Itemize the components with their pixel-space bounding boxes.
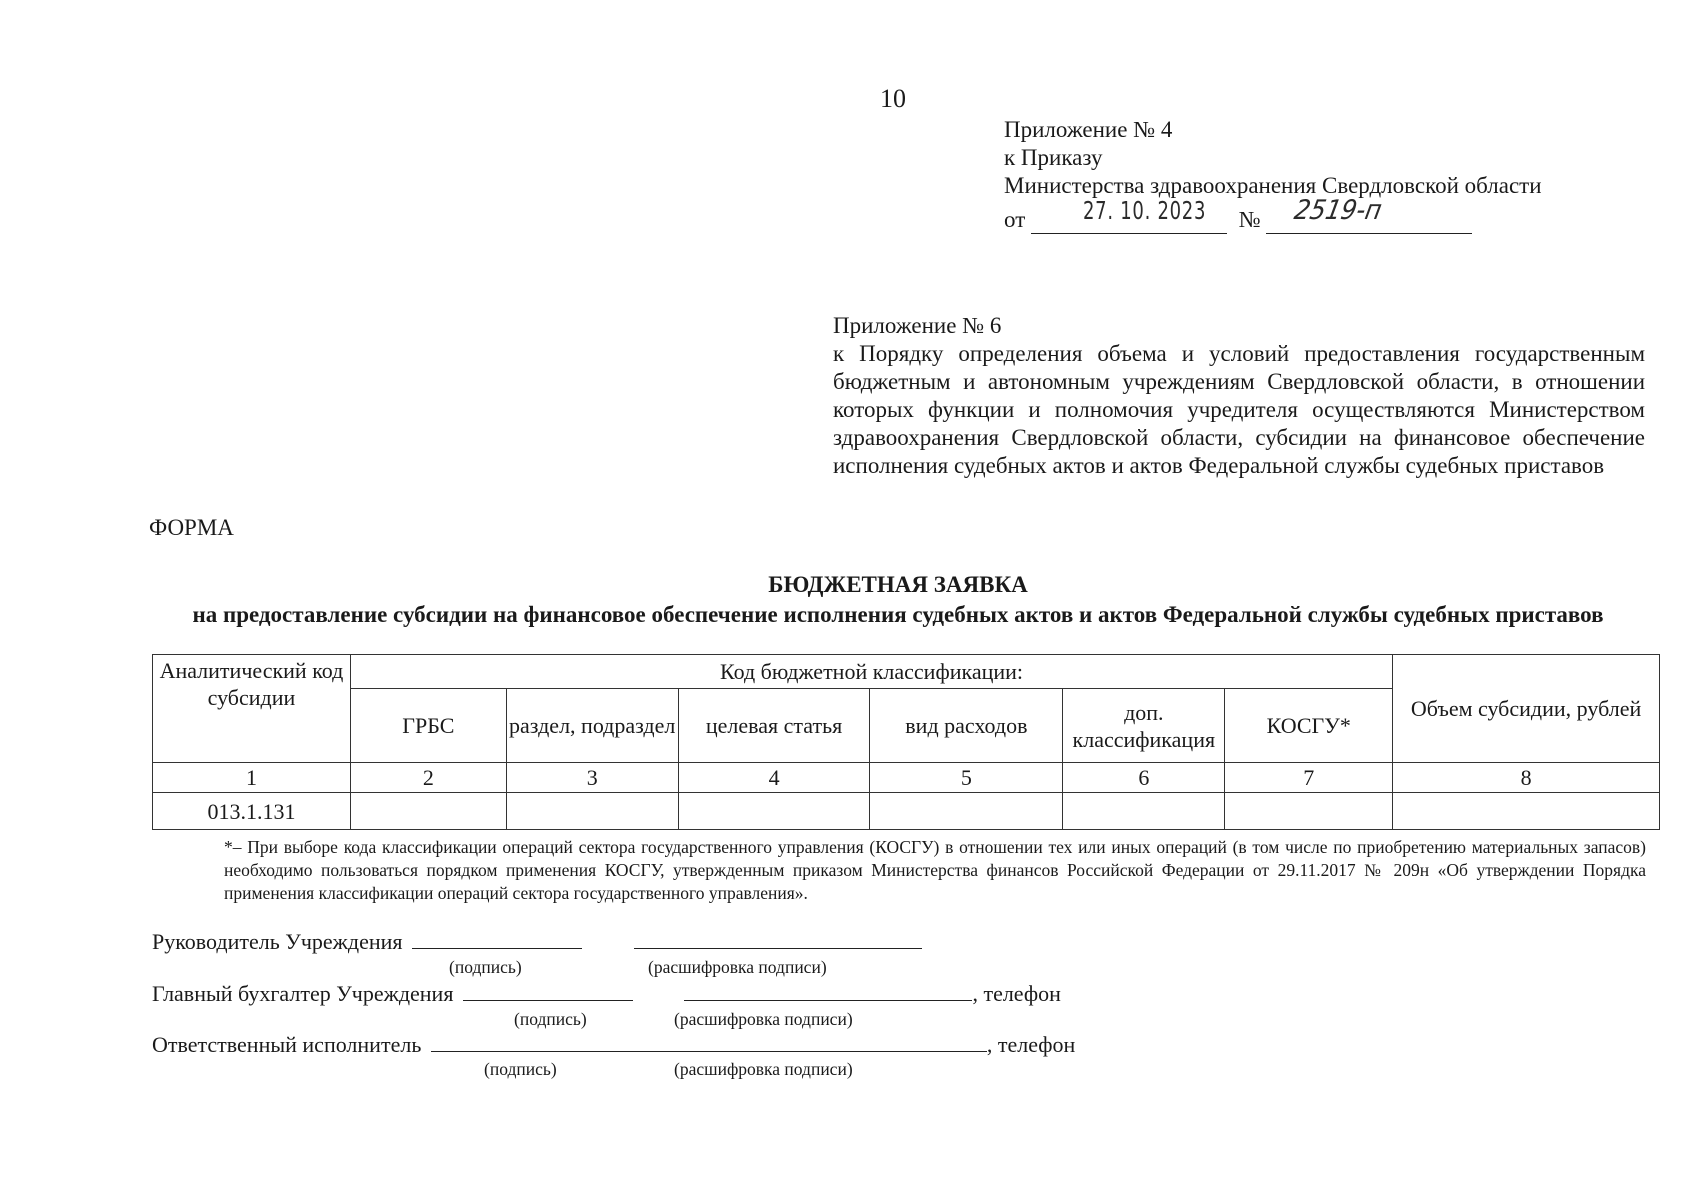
table-cell (678, 793, 870, 830)
header-expense-type: вид расходов (870, 689, 1063, 763)
accountant-decode-caption: (расшифровка подписи) (674, 1009, 853, 1029)
table-cell (870, 793, 1063, 830)
column-number: 2 (350, 763, 506, 793)
table-number-row (153, 763, 1660, 793)
table-cell (350, 793, 506, 830)
table-cell (1225, 793, 1393, 830)
column-number: 8 (1393, 763, 1660, 793)
appendix-4-block (1004, 116, 1542, 246)
document-title: БЮДЖЕТНАЯ ЗАЯВКА (768, 572, 1028, 597)
executor-decode-caption: (расшифровка подписи) (674, 1059, 853, 1079)
appendix-4-order: к Приказу (1004, 145, 1103, 170)
header-subsidy-volume: Объем субсидии, рублей (1393, 655, 1660, 763)
header-grbs: ГРБС (350, 689, 506, 763)
page-number: 10 (880, 84, 906, 113)
column-number: 3 (506, 763, 678, 793)
document-title-block (150, 570, 1646, 630)
header-kbk: Код бюджетной классификации: (350, 655, 1392, 689)
executor-sign-field (431, 1031, 987, 1052)
header-section: раздел, подраздел (506, 689, 678, 763)
number-field (1266, 195, 1472, 234)
accountant-label: Главный бухгалтер Учреждения (152, 981, 454, 1006)
column-number: 6 (1063, 763, 1225, 793)
date-field (1031, 196, 1227, 234)
appendix-6-title: Приложение № 6 (833, 313, 1002, 338)
form-label: ФОРМА (149, 515, 234, 540)
appendix-6-text: к Порядку определения объема и условий предоставления государственным бюджетным и автономным учреждениям Свердловской области, в отношении которых функции и полномочия учредителя осуществляются Министерством здравоохранения Свердловской области, субсидии на финансовое обеспечение исполнения судебных актов и актов Федеральной службы судебных приставов (833, 341, 1645, 478)
accountant-signature-line (152, 980, 1061, 1007)
header-extra-classification: доп. классификация (1063, 689, 1225, 763)
accountant-decode-field (684, 980, 972, 1001)
column-number: 7 (1225, 763, 1393, 793)
footnote-text: *– При выборе кода классификации операций сектора государственного управления (КОСГУ) в отношении тех или иных операций (в том числе по приобретению материальных запасов) необходимо пользоваться порядком применения КОСГУ, утвержденным приказом Министерства финансов Российской Федерации от 29.11.2017 № 209н «Об утверждении Порядка применения классификации операций сектора государственного управления». (224, 837, 1646, 903)
column-number: 4 (678, 763, 870, 793)
handwritten-number: 2519-п (1292, 195, 1385, 226)
budget-request-table (152, 654, 1660, 830)
footnote (152, 836, 1646, 905)
accountant-phone-label: , телефон (972, 981, 1061, 1006)
accountant-sign-field (463, 980, 633, 1001)
document-subtitle: на предоставление субсидии на финансовое обеспечение исполнения судебных актов и актов Федеральной службы судебных приставов (192, 602, 1604, 627)
table-row (153, 793, 1660, 830)
column-number: 1 (153, 763, 351, 793)
accountant-sign-caption: (подпись) (514, 1009, 587, 1029)
executor-sign-caption: (подпись) (484, 1059, 557, 1079)
executor-signature-line (152, 1031, 1075, 1058)
table-cell (506, 793, 678, 830)
appendix-6-block (833, 312, 1645, 480)
head-decode-caption: (расшифровка подписи) (648, 957, 827, 977)
from-label: от (1004, 207, 1026, 232)
executor-label: Ответственный исполнитель (152, 1032, 422, 1057)
header-analytic-code: Аналитический код субсидии (153, 655, 351, 763)
table-cell (1393, 793, 1660, 830)
handwritten-date: 27. 10. 2023 (1083, 196, 1207, 225)
header-target-item: целевая статья (678, 689, 870, 763)
head-sign-field (412, 928, 582, 949)
table-cell: 013.1.131 (153, 793, 351, 830)
appendix-4-title: Приложение № 4 (1004, 117, 1173, 142)
table-header-row (153, 655, 1660, 689)
head-label: Руководитель Учреждения (152, 929, 403, 954)
head-decode-field (634, 928, 922, 949)
head-signature-line (152, 928, 922, 955)
head-sign-caption: (подпись) (449, 957, 522, 977)
column-number: 5 (870, 763, 1063, 793)
appendix-4-ministry: Министерства здравоохранения Свердловской области (1004, 173, 1542, 198)
table-cell (1063, 793, 1225, 830)
executor-phone-label: , телефон (986, 1032, 1076, 1057)
number-label: № (1238, 207, 1261, 232)
order-date-number-line (1004, 195, 1542, 246)
header-kosgu: КОСГУ* (1225, 689, 1393, 763)
